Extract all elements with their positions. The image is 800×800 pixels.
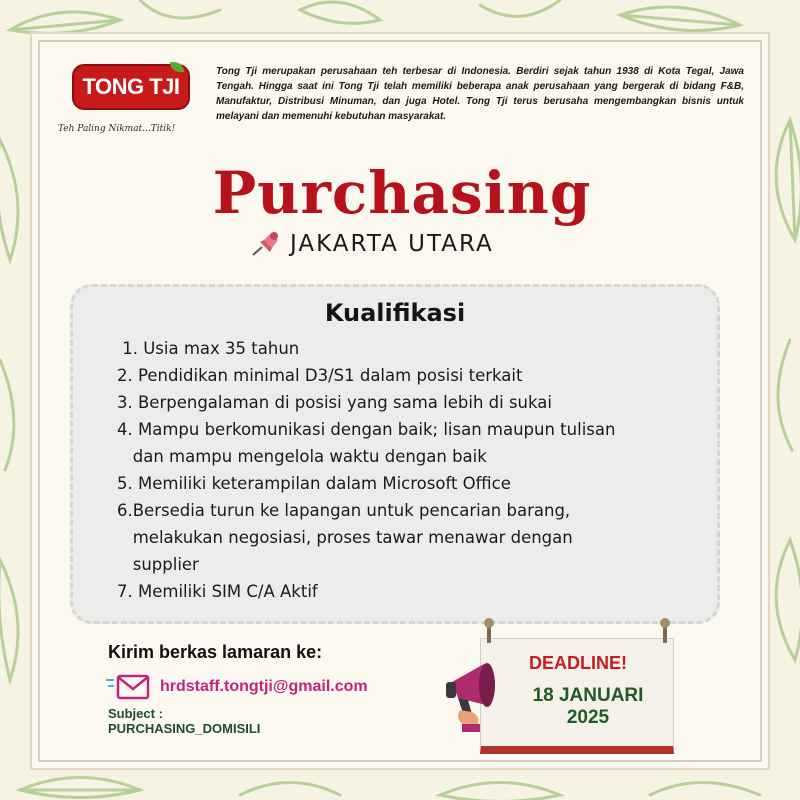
leaf-icon [170,62,184,72]
tack-right [663,621,667,643]
brand-block [58,64,220,134]
subject-value: PURCHASING_DOMISILI [108,721,261,736]
list-item: 1. Usia max 35 tahun [117,339,300,358]
location-text: JAKARTA UTARA [290,231,494,257]
deadline-date [501,685,675,729]
megaphone-icon [444,654,514,734]
list-item: supplier [117,555,199,574]
subject-block [108,706,260,736]
email-link[interactable]: hrdstaff.tongtji@gmail.com [160,678,368,695]
deadline-date-line1: 18 JANUARI [532,685,644,706]
email-row[interactable] [106,674,368,700]
list-item: 3. Berpengalaman di posisi yang sama lebih di sukai [117,393,552,412]
pushpin-icon [250,230,282,258]
tack-left [487,621,491,643]
list-item: melakukan negosiasi, proses tawar menawar dengan [117,528,573,547]
list-item: 6.Bersedia turun ke lapangan untuk pencarian barang, [117,501,571,520]
tagline: Teh Paling Nikmat...Titik! [58,124,176,134]
list-item: 4. Mampu berkomunikasi dengan baik; lisan maupun tulisan [117,420,616,439]
deadline-title: DEADLINE! [529,653,627,673]
job-location [250,230,570,258]
tong-tji-logo [72,64,190,110]
qualifications-box [70,284,720,624]
job-poster-card [38,40,762,762]
list-item: dan mampu mengelola waktu dengan baik [117,447,487,466]
logo-text: TONG TJI [82,74,180,99]
list-item: 5. Memiliki keterampilan dalam Microsoft Office [117,474,511,493]
company-intro: Tong Tji merupakan perusahaan teh terbesar di Indonesia. Berdiri sejak tahun 1938 di Kota Tegal, Jawa Tengah. Hingga saat ini Tong Tji telah memiliki beberapa anak perusahaan yang bergerak di bidang F&B, Manufaktur, Distribusi Minuman, dan juga Hotel. Tong Tji terus berusaha mengembangkan bisnis untuk melayani dan memenuhi kebutuhan masyarakat. [216,66,744,122]
qualifications-list [73,335,717,605]
qualifications-heading: Kualifikasi [324,299,466,327]
mail-icon [106,674,150,700]
job-title: Purchasing [212,159,592,227]
list-item: 7. Memiliki SIM C/A Aktif [117,582,318,601]
send-application-label: Kirim berkas lamaran ke: [108,642,323,662]
list-item: 2. Pendidikan minimal D3/S1 dalam posisi terkait [117,366,523,385]
deadline-date-line2: 2025 [566,707,610,728]
subject-label: Subject : [108,706,163,721]
